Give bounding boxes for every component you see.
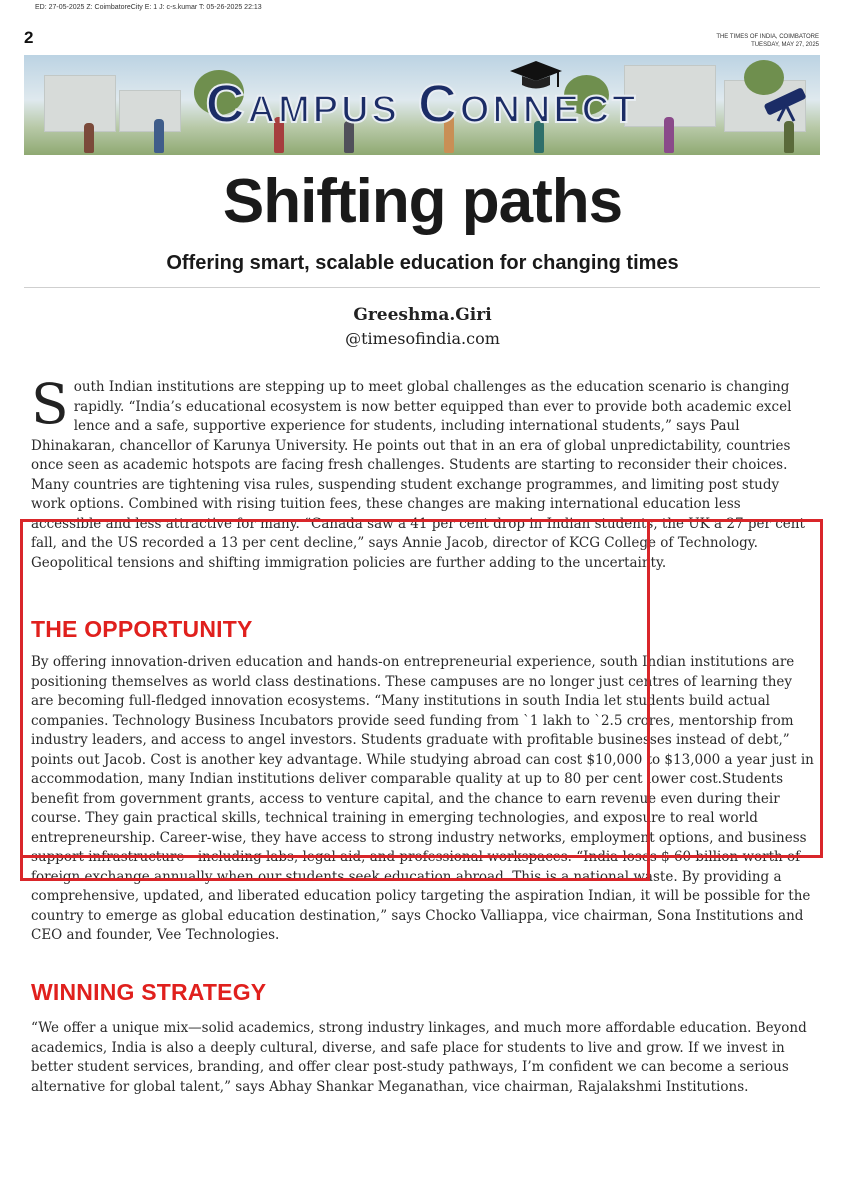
author-name: Greeshma.Giri bbox=[353, 305, 492, 325]
drop-cap: S bbox=[31, 372, 69, 436]
masthead bbox=[716, 33, 819, 49]
divider bbox=[24, 287, 820, 288]
article-paragraph-2: By offering innovation-driven education and hands-on entrepreneurial experience, south Indian institutions are positioning themselves as world class destinations. These campuses are no longer just centres of learning they are becoming full-fledged innovation ecosystems. “Many institutions in south India let students build actual companies. Technology Business Incubators provide seed funding from `1 lakh to `2.5 crores, mentorship from industry leaders, and access to angel investors. Students graduate with profitable businesses instead of debt,” points out Jacob. Cost is another key advantage. While studying abroad can cost $10,000 to $13,000 a year just in accommodation, many Indian institutions deliver comparable quality at up to 80 per cent lower cost.Students benefit from government grants, access to venture capital, and the chance to earn revenue even during their course. They gain practical skills, technical training in emerging technologies, and exposure to real world entrepreneurship. Career-wise, they have access to strong industry networks, employment options, and business support infrastructure—including labs, legal aid, and professional workspaces. “India loses $ 60 billion worth of foreign exchange annually when our students seek education abroad. This is a national waste. By providing a comprehensive, updated, and liberated education policy targeting the aspiration Indian, it will be possible for the country to emerge as global education destination,” says Chocko Valliappa, vice chairman, Sona Institutions and CEO and founder, Vee Technologies. bbox=[31, 654, 814, 943]
campus-connect-banner bbox=[24, 55, 820, 155]
byline bbox=[0, 305, 845, 348]
section-heading-winning-strategy: WINNING STRATEGY bbox=[31, 979, 267, 1005]
headline: Shifting paths bbox=[222, 167, 623, 236]
paragraph-1-text: outh Indian institutions are stepping up to meet global challenges as the education scenario is changing rapidly. “India’s educational ecosystem is now better equipped than ever to provide both academic excel lence and a safe, supportive experience for students, including international students,” says Paul Dhinakaran, chancellor of Karunya University. He points out that in an era of global unpredictability, countries once seen as academic hotspots are facing fresh challenges. Students are starting to reconsider their choices. Many countries are tightening visa rules, suspending student exchange programmes, and limiting post study work options. Combined with rising tuition fees, these changes are making international education less accessible and less attractive for many. “Canada saw a 41 per cent drop in Indian students, the UK a 27 per cent fall, and the US recorded a 13 per cent decline,” says Annie Jacob, director of KCG College of Technology. Geopolitical tensions and shifting immigration policies are further adding to the uncertainty. bbox=[31, 379, 805, 571]
page-number: 2 bbox=[24, 28, 34, 47]
highlight-box-inner bbox=[20, 519, 650, 881]
banner-title: Campus Connect bbox=[205, 74, 639, 134]
masthead-date: TUESDAY, MAY 27, 2025 bbox=[751, 42, 819, 48]
author-handle: @timesofindia.com bbox=[345, 329, 500, 348]
article-paragraph-3: “We offer a unique mix—solid academics, strong industry linkages, and much more affordable education. Beyond academics, India is also a deeply cultural, diverse, and safe place for students to live and grow. If we invest in better student services, branding, and offer clear post-study pathways, I’m confident we can become a serious alternative for global talent,” says Abhay Shankar Meganathan, vice chairman, Rajalakshmi Institutions. bbox=[31, 1020, 807, 1095]
subheadline: Offering smart, scalable education for changing times bbox=[166, 252, 679, 274]
print-meta-line: ED: 27-05-2025 Z: CoimbatoreCity E: 1 J: c-s.kumar T: 05-26-2025 22:13 bbox=[35, 4, 262, 11]
section-heading-opportunity: THE OPPORTUNITY bbox=[31, 616, 253, 642]
masthead-paper: THE TIMES OF INDIA, COIMBATORE bbox=[716, 34, 819, 40]
